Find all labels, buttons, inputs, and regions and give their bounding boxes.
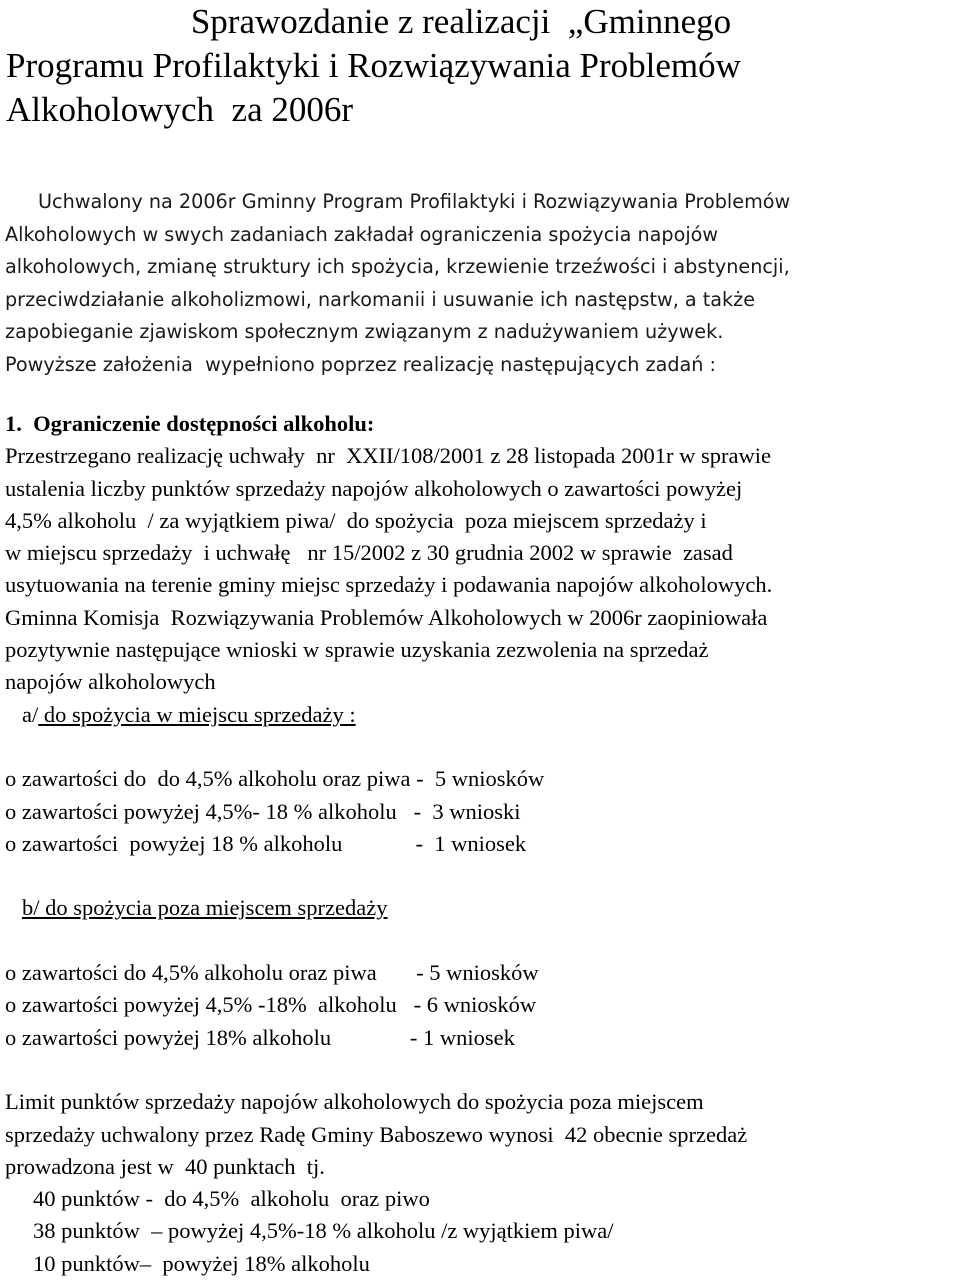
list-b-item: o zawartości powyżej 18% alkoholu - 1 wniosek xyxy=(5,1024,515,1050)
spacer xyxy=(5,860,960,892)
points-item: 40 punktów - do 4,5% alkoholu oraz piwo xyxy=(33,1186,430,1212)
title-line: Alkoholowych za 2006r xyxy=(6,90,354,129)
points-item: 10 punktów– powyżej 18% alkoholu xyxy=(33,1250,370,1276)
list-a-item: o zawartości powyżej 18 % alkoholu - 1 wniosek xyxy=(5,830,527,856)
limit-line: Limit punktów sprzedaży napojów alkoholowych do spożycia poza miejscem xyxy=(5,1089,704,1115)
paragraph-line: Przestrzegano realizację uchwały nr XXII/108/2001 z 28 listopada 2001r w sprawie xyxy=(5,443,771,469)
document-title xyxy=(6,0,956,132)
list-a-item: o zawartości do do 4,5% alkoholu oraz piwa - 5 wniosków xyxy=(5,766,545,792)
subsection-b-heading xyxy=(5,892,960,924)
list-a-item: o zawartości powyżej 4,5%- 18 % alkoholu - 3 wnioski xyxy=(5,798,521,824)
intro-paragraph xyxy=(5,186,960,381)
limit-line: prowadzona jest w 40 punktach tj. xyxy=(5,1153,325,1179)
list-b-item: o zawartości do 4,5% alkoholu oraz piwa - 5 wniosków xyxy=(5,960,539,986)
paragraph-line: Gminna Komisja Rozwiązywania Problemów Alkoholowych w 2006r zaopiniowała xyxy=(5,604,768,630)
list-b-item: o zawartości powyżej 4,5% -18% alkoholu - 6 wniosków xyxy=(5,992,537,1018)
paragraph-line: 4,5% alkoholu / za wyjątkiem piwa/ do spożycia poza miejscem sprzedaży i xyxy=(5,507,707,533)
title-line: Programu Profilaktyki i Rozwiązywania Problemów xyxy=(6,46,741,85)
subsection-b-label: b/ do spożycia poza miejscem sprzedaży xyxy=(22,895,388,921)
spacer xyxy=(5,731,960,763)
spacer xyxy=(5,925,960,957)
paragraph-line: w miejscu sprzedaży i uchwałę nr 15/2002 z 30 grudnia 2002 w sprawie zasad xyxy=(5,540,733,566)
intro-line: alkoholowych, zmianę struktury ich spożycia, krzewienie trzeźwości i abstynencji, xyxy=(5,255,790,278)
paragraph-line: pozytywnie następujące wnioski w sprawie uzyskania zezwolenia na sprzedaż xyxy=(5,637,709,663)
section-1 xyxy=(5,408,960,1280)
points-item: 38 punktów – powyżej 4,5%-18 % alkoholu /z wyjątkiem piwa/ xyxy=(33,1218,614,1244)
intro-line: Uchwalony na 2006r Gminny Program Profilaktyki i Rozwiązywania Problemów xyxy=(38,190,791,213)
paragraph-line: usytuowania na terenie gminy miejsc sprzedaży i podawania napojów alkoholowych. xyxy=(5,572,773,598)
subsection-a-label: do spożycia w miejscu sprzedaży : xyxy=(38,701,356,727)
title-line: Sprawozdanie z realizacji „Gminnego xyxy=(190,2,732,41)
intro-line: Powyższe założenia wypełniono poprzez realizację następujących zadań : xyxy=(5,352,716,376)
paragraph-line: napojów alkoholowych xyxy=(5,669,216,695)
spacer xyxy=(5,1054,960,1086)
section-heading: 1. Ograniczenie dostępności alkoholu: xyxy=(5,411,375,436)
subsection-a-prefix: a/ xyxy=(22,701,39,727)
limit-line: sprzedaży uchwalony przez Radę Gminy Baboszewo wynosi 42 obecnie sprzedaż xyxy=(5,1121,748,1147)
intro-line: zapobieganie zjawiskom społecznym związanym z nadużywaniem używek. xyxy=(5,320,724,343)
paragraph-line: ustalenia liczby punktów sprzedaży napojów alkoholowych o zawartości powyżej xyxy=(5,475,743,501)
intro-line: przeciwdziałanie alkoholizmowi, narkomanii i usuwanie ich następstw, a także xyxy=(5,287,756,311)
subsection-a-heading xyxy=(5,699,960,731)
intro-line: Alkoholowych w swych zadaniach zakładał ograniczenia spożycia napojów xyxy=(5,222,719,246)
